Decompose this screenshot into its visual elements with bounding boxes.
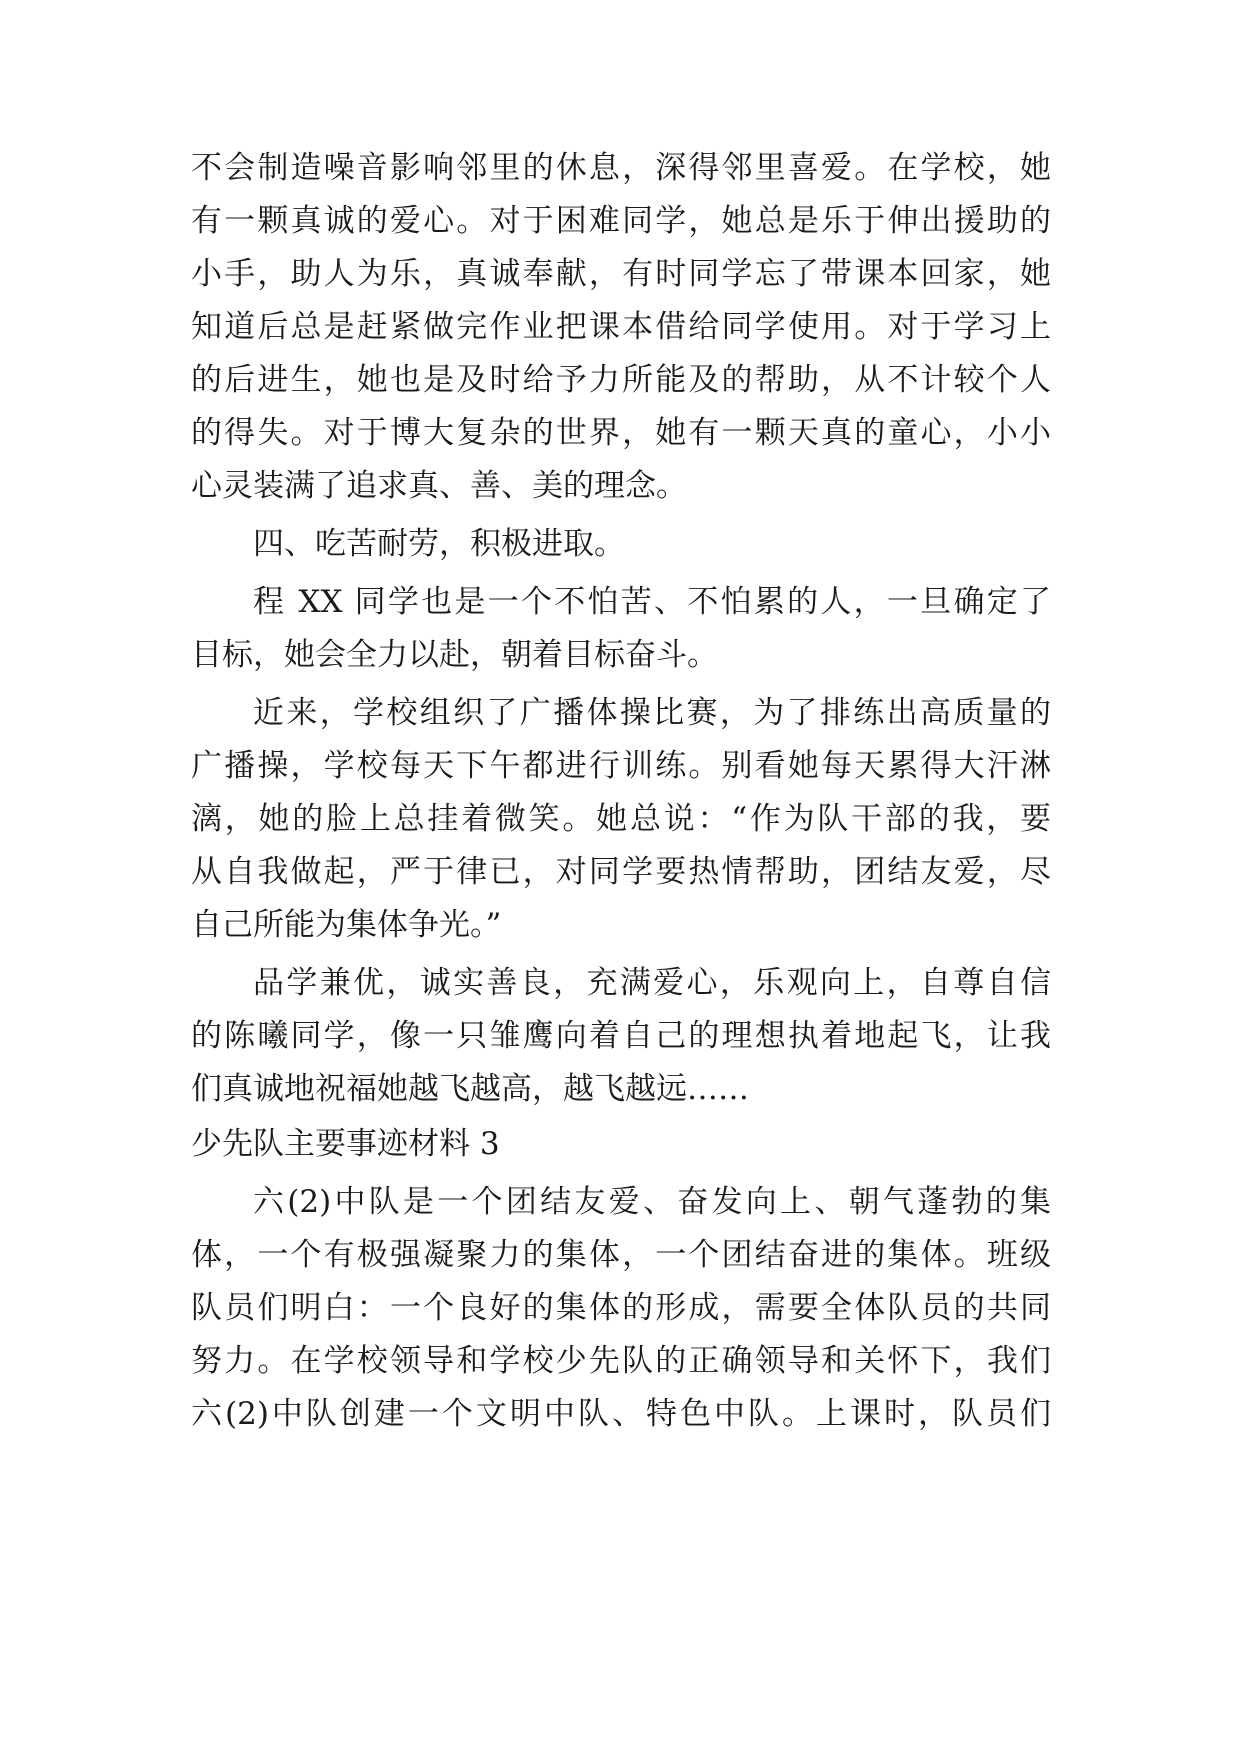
paragraph-line: 队员们明白：一个良好的集体的形成，需要全体队员的共同 (191, 1290, 1051, 1326)
paragraph-line: 有一颗真诚的爱心。对于困难同学，她总是乐于伸出援助的 (191, 203, 1051, 239)
paragraph-line: 漓，她的脸上总挂着微笑。她总说：“作为队干部的我，要 (191, 801, 1051, 837)
section-heading: 四、吃苦耐劳，积极进取。 (253, 526, 625, 562)
paragraph-line: 程 XX 同学也是一个不怕苦、不怕累的人，一旦确定了 (253, 584, 1051, 620)
paragraph-line: 广播操，学校每天下午都进行训练。别看她每天累得大汗淋 (191, 748, 1051, 784)
paragraph-line: 们真诚地祝福她越飞越高，越飞越远…… (191, 1071, 749, 1107)
paragraph-line: 近来，学校组织了广播体操比赛，为了排练出高质量的 (253, 695, 1051, 731)
paragraph-line: 的陈曦同学，像一只雏鹰向着自己的理想执着地起飞，让我 (191, 1018, 1051, 1054)
paragraph-line: 心灵装满了追求真、善、美的理念。 (191, 468, 687, 504)
paragraph-line: 小手，助人为乐，真诚奉献，有时同学忘了带课本回家，她 (191, 256, 1051, 292)
paragraph-line: 目标，她会全力以赴，朝着目标奋斗。 (191, 637, 718, 673)
paragraph-line: 自己所能为集体争光。” (191, 907, 502, 943)
paragraph-line: 知道后总是赶紧做完作业把课本借给同学使用。对于学习上 (191, 309, 1051, 345)
paragraph-line: 六(2)中队是一个团结友爱、奋发向上、朝气蓬勃的集 (253, 1184, 1051, 1220)
paragraph-line: 努力。在学校领导和学校少先队的正确领导和关怀下，我们 (191, 1343, 1051, 1379)
paragraph-line: 品学兼优，诚实善良，充满爱心，乐观向上，自尊自信 (253, 965, 1051, 1001)
paragraph-line: 的得失。对于博大复杂的世界，她有一颗天真的童心，小小 (191, 415, 1051, 451)
paragraph-line: 不会制造噪音影响邻里的休息，深得邻里喜爱。在学校，她 (191, 150, 1051, 186)
paragraph-line: 体，一个有极强凝聚力的集体，一个团结奋进的集体。班级 (191, 1237, 1051, 1273)
paragraph-line: 的后进生，她也是及时给予力所能及的帮助，从不计较个人 (191, 362, 1051, 398)
section-title: 少先队主要事迹材料 3 (191, 1126, 500, 1162)
paragraph-line: 从自我做起，严于律已，对同学要热情帮助，团结友爱，尽 (191, 854, 1051, 890)
paragraph-line: 六(2)中队创建一个文明中队、特色中队。上课时，队员们 (191, 1396, 1051, 1432)
